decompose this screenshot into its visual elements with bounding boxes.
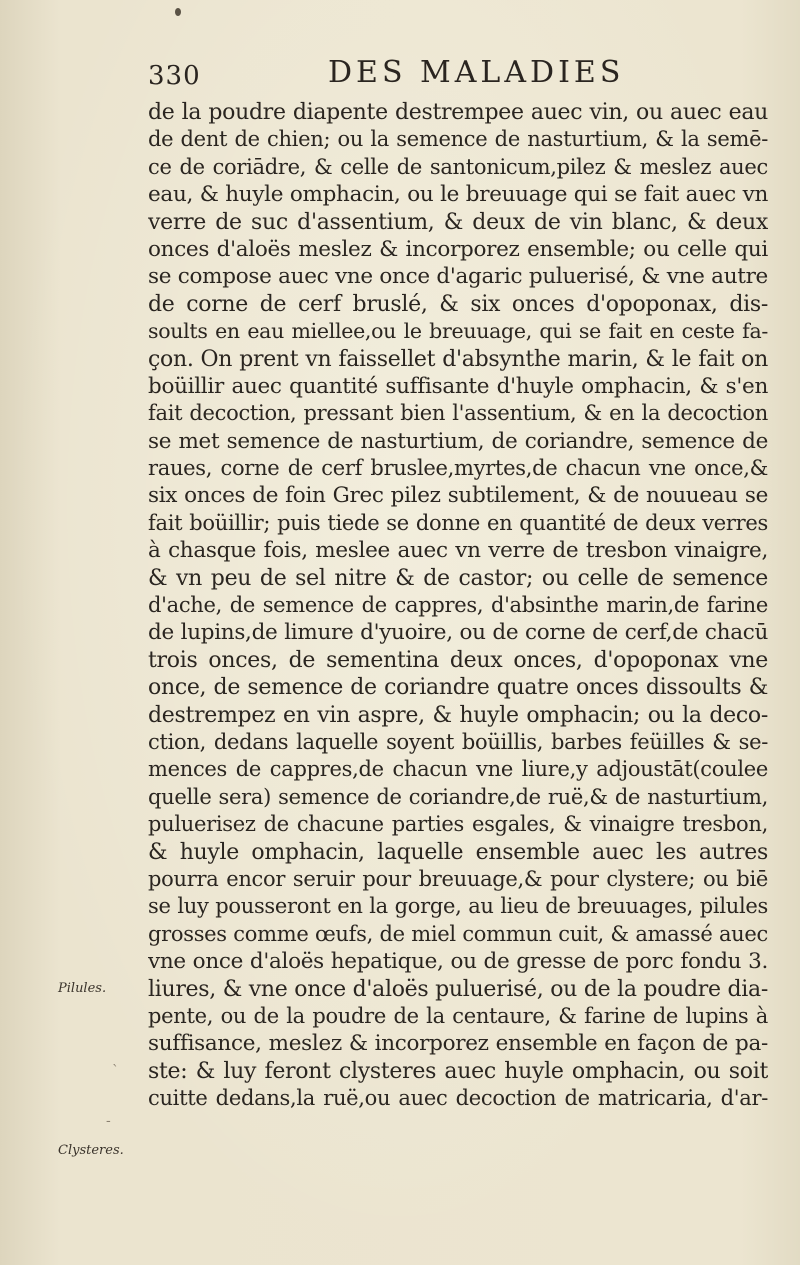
text-line: de dent de chien; ou la semence de nasturtium, & la semē- xyxy=(148,127,768,152)
running-head xyxy=(148,55,768,95)
text-line: destrempez en vin aspre, & huyle omphacin; ou la deco- xyxy=(148,702,768,728)
text-line: verre de suc d'assentium, & deux de vin blanc, & deux xyxy=(148,209,768,235)
text-line: & vn peu de sel nitre & de castor; ou celle de semence xyxy=(148,565,768,591)
text-line: raues, corne de cerf bruslee,myrtes,de chacun vne once,& xyxy=(148,456,768,481)
gutter-tick: - xyxy=(106,1113,111,1129)
text-line: trois onces, de sementina deux onces, d'opoponax vne xyxy=(148,647,768,673)
text-line: de corne de cerf bruslé, & six onces d'opoponax, dis- xyxy=(148,291,768,317)
margin-note-clysteres: Clysteres. xyxy=(58,1143,124,1158)
running-title: DES MALADIES xyxy=(328,55,625,90)
text-line: vne once d'aloës hepatique, ou de gresse de porc fondu 3. xyxy=(148,949,768,975)
text-line: fait decoction, pressant bien l'assentium, & en la decoction xyxy=(148,401,768,426)
page-number: 330 xyxy=(148,61,201,91)
text-line: six onces de foin Grec pilez subtilement, & de nouueau se xyxy=(148,483,768,509)
text-line: onces d'aloës meslez & incorporez ensemble; ou celle qui xyxy=(148,236,768,262)
text-line: liures, & vne once d'aloës puluerisé, ou de la poudre dia- xyxy=(148,976,768,1002)
gutter-tick: ` xyxy=(112,1063,119,1079)
text-line: boüillir auec quantité suffisante d'huyle omphacin, & s'en xyxy=(148,373,768,399)
text-line: ste: & luy feront clysteres auec huyle omphacin, ou soit xyxy=(148,1058,768,1084)
text-line: pente, ou de la poudre de la centaure, & farine de lupins à xyxy=(148,1003,768,1028)
body-text xyxy=(148,99,768,1112)
text-line: à chasque fois, meslee auec vn verre de tresbon vinaigre, xyxy=(148,538,768,564)
text-line: cuitte dedans,la ruë,ou auec decoction de matricaria, d'ar- xyxy=(148,1086,768,1111)
text-line: se compose auec vne once d'agaric puluerisé, & vne autre xyxy=(148,264,768,290)
text-line: fait boüillir; puis tiede se donne en quantité de deux verres xyxy=(148,510,768,535)
text-line: eau, & huyle omphacin, ou le breuuage qui se fait auec vn xyxy=(148,182,768,208)
text-line: ction, dedans laquelle soyent boüillis, barbes feüilles & se- xyxy=(148,729,768,754)
text-line: & huyle omphacin, laquelle ensemble auec les autres xyxy=(148,839,768,865)
text-line: soults en eau miellee,ou le breuuage, qui se fait en ceste fa- xyxy=(148,319,768,344)
text-line: quelle sera) semence de coriandre,de ruë,& de nasturtium, xyxy=(148,784,768,809)
text-line: pourra encor seruir pour breuuage,& pour clystere; ou biē xyxy=(148,866,768,891)
text-line: de la poudre diapente destrempee auec vin, ou auec eau xyxy=(148,100,768,125)
text-line: mences de cappres,de chacun vne liure,y adjoustāt(coulee xyxy=(148,757,768,782)
text-line: once, de semence de coriandre quatre onces dissoults & xyxy=(148,675,768,701)
text-line: grosses comme œufs, de miel commun cuit, & amassé auec xyxy=(148,921,768,946)
text-line: suffisance, meslez & incorporez ensemble en façon de pa- xyxy=(148,1031,768,1057)
text-line: se luy pousseront en la gorge, au lieu de breuuages, pilules xyxy=(148,894,768,919)
text-line: çon. On prent vn faissellet d'absynthe marin, & le fait on xyxy=(148,346,768,372)
margin-note-pilules: Pilules. xyxy=(58,981,107,996)
text-line: se met semence de nasturtium, de coriandre, semence de xyxy=(148,428,768,454)
text-line: de lupins,de limure d'yuoire, ou de corne de cerf,de chacū xyxy=(148,620,768,646)
text-line: puluerisez de chacune parties esgales, & vinaigre tresbon, xyxy=(148,812,768,837)
text-line: d'ache, de semence de cappres, d'absinthe marin,de farine xyxy=(148,593,768,618)
text-line: ce de coriādre, & celle de santonicum,pilez & meslez auec xyxy=(148,154,768,179)
ink-speck xyxy=(175,8,181,16)
